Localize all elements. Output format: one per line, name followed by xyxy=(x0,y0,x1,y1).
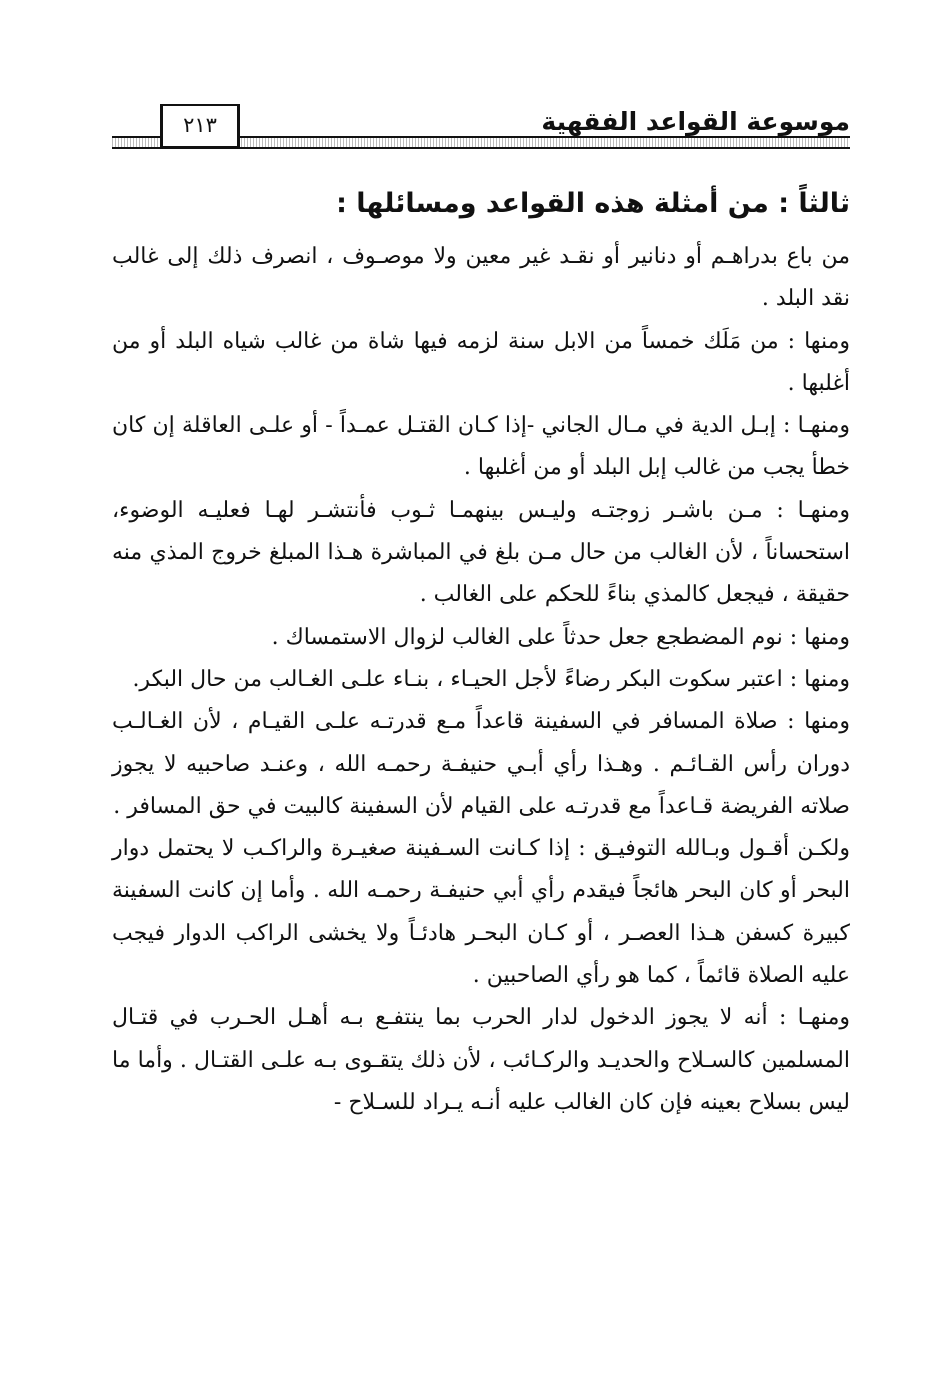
book-title: موسوعة القواعد الفقهية xyxy=(541,107,850,136)
paragraph-8: ولكـن أقـول وبـالله التوفيـق : إذا كـانت السـفينة صغيـرة والراكـب لا يحتمل دوار البحر أو كان البحر هائجاً فيقدم رأي أبي حنيفـة رحمـه الله . وأما إن كانت السفينة كبيرة كسفن هـذا العصـر ، أو كـان البحـر هادئـاً ولا يخشى الراكب الدوار فيجب عليه الصلاة قائماً ، كما هو رأي الصاحبين . xyxy=(112,836,850,989)
paragraph-6: ومنها : اعتبر سكوت البكر رضاءً لأجل الحيـاء ، بنـاء علـى الغـالب من حال البكر. xyxy=(132,666,850,692)
paragraph-1: من باع بدراهـم أو دنانير أو نقـد غير معين ولا موصـوف ، انصرف ذلك إلى غالب نقد البلد . xyxy=(112,244,850,312)
paragraph-9: ومنهـا : أنه لا يجوز الدخول لدار الحرب بما ينتفـع بـه أهـل الحـرب في قتـال المسلمين كالسـلاح والحديـد والركـائب ، لأن ذلك يتقـوى بـه علـى القتـال . وأما ما ليس بسلاح بعينه فإن كان الغالب عليه أنـه يـراد للسـلاح - xyxy=(112,1005,850,1115)
section-heading: ثالثاً : من أمثلة هذه القواعد ومسائلها : xyxy=(336,188,850,219)
paragraph-7: ومنها : صلاة المسافر في السفينة قاعداً مـع قدرتـه علـى القيـام ، لأن الغـالـب دوران رأس القـائـم . وهـذا رأي أبـي حنيفـة رحمـه الله ، وعنـد صاحبيه لا يجوز صلاته الفريضة قـاعداً مع قدرتـه على القيام لأن السفينة كالبيت في حق المسافر . xyxy=(112,709,850,819)
running-header xyxy=(112,96,850,156)
paragraph-5: ومنها : نوم المضطجع جعل حدثاً على الغالب لزوال الاستمساك . xyxy=(271,624,850,650)
paragraph-3: ومنهـا : إبـل الدية في مـال الجاني -إذا كـان القتـل عمـداً - أو علـى العاقلة إن كان خطأ يجب من غالب إبل البلد أو من أغلبها . xyxy=(112,413,850,481)
page-number: ٢١٣ xyxy=(160,104,240,148)
paragraph-2: ومنها : من مَلَك خمساً من الابل سنة لزمه فيها شاة من غالب شياه البلد أو من أغلبها . xyxy=(112,328,850,396)
page-body xyxy=(112,184,850,1124)
paragraph-4: ومنهـا : مـن باشـر زوجتـه وليـس بينهمـا ثـوب فأنتشـر لهـا فعليـه الوضوء، استحساناً ، لأن الغالب من حال مـن بلغ في المباشرة هـذا المبلغ خروج المذي منه حقيقة ، فيجعل كالمذي بناءً للحكم على الغالب . xyxy=(112,497,850,608)
